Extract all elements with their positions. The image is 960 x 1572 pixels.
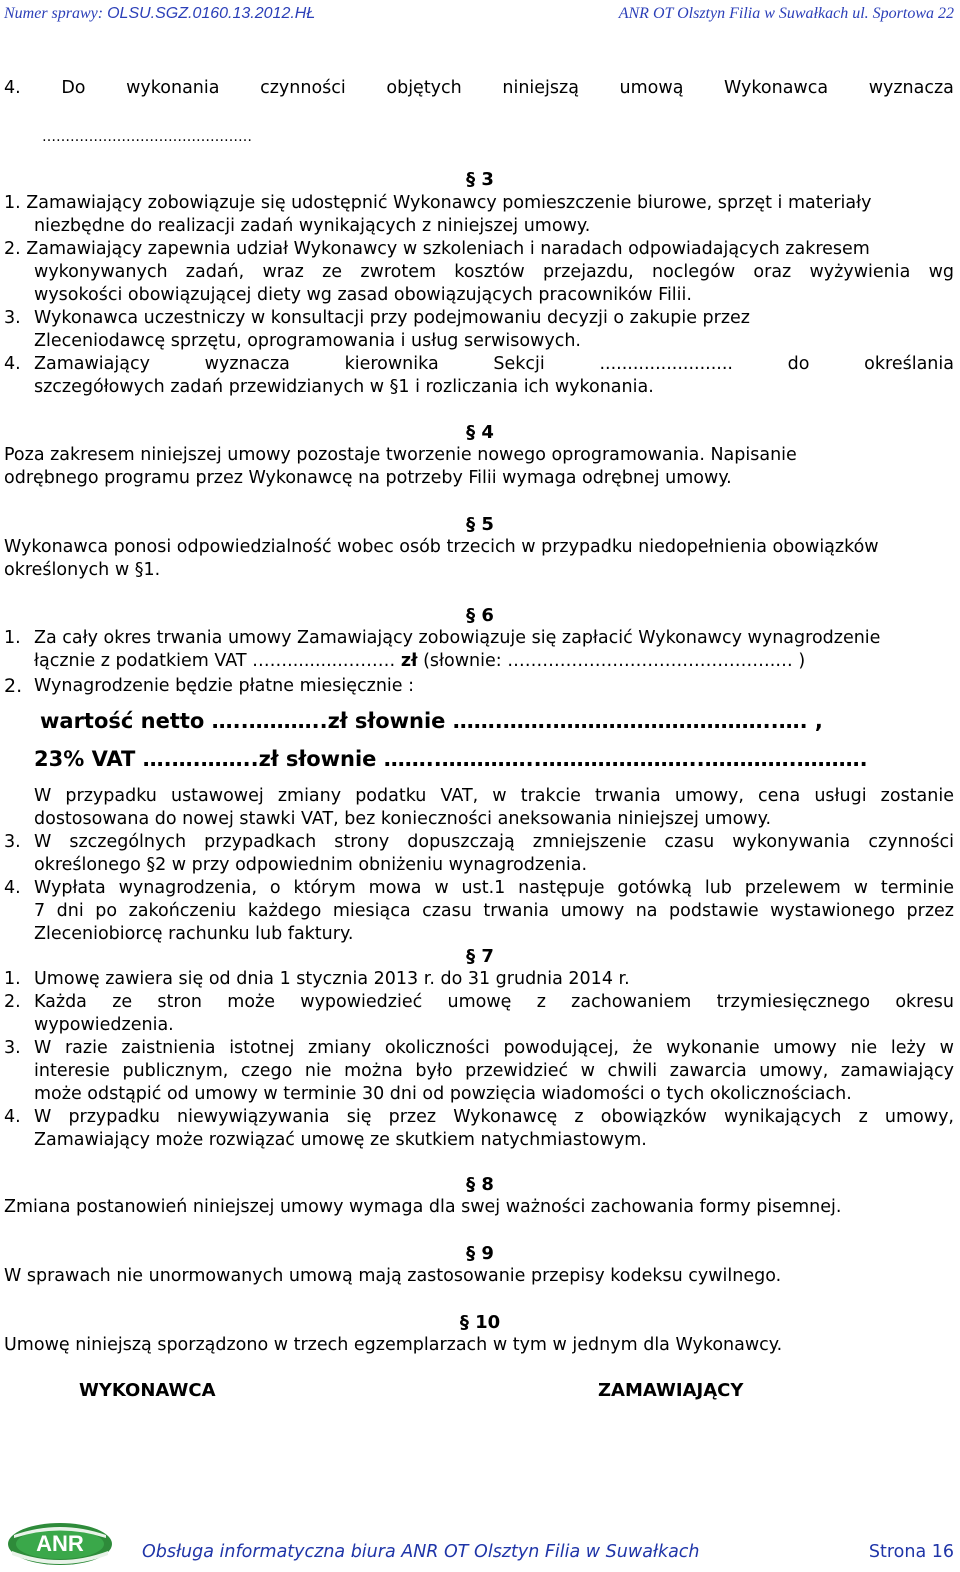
page-header — [4, 5, 954, 25]
s7-item3-line3: może odstąpić od umowy w terminie 30 dni od powzięcia wiadomości o tych okolicznościach. — [34, 1084, 852, 1104]
s7-item2-word: zachowaniem — [571, 992, 692, 1012]
page-footer — [142, 1542, 954, 1564]
paragraph-4-top — [4, 77, 954, 100]
s3-item2-line2: wykonywanych zadań, wraz ze zwrotem kosztów przejazdu, noclegów oraz wyżywienia wg — [34, 262, 954, 282]
paragraph-4-word: Do — [61, 78, 86, 98]
s6-item1-line2 — [34, 650, 954, 673]
page-number: Strona 16 — [868, 1542, 954, 1562]
s6-item1-line1: Za cały okres trwania umowy Zamawiający zobowiązuje się zapłacić Wykonawcy wynagrodzenie — [34, 628, 881, 648]
s7-item3-line2: interesie publicznym, czego nie można było przewidzieć w chwili zawarcia umowy, zamawiający — [34, 1061, 954, 1081]
s7-item2-num: 2. — [4, 992, 21, 1012]
paragraph-4-num: 4. — [4, 78, 21, 98]
s9-line1: W sprawach nie unormowanych umową mają zastosowanie przepisy kodeksu cywilnego. — [4, 1266, 782, 1286]
s7-item1-line1: Umowę zawiera się od dnia 1 stycznia 2013 r. do 31 grudnia 2014 r. — [34, 969, 630, 989]
signature-contractor: WYKONAWCA — [79, 1380, 216, 1401]
assignee-dots: ……………………………………… — [42, 129, 252, 145]
s6-item2-num: 2. — [4, 675, 23, 697]
s6-item2-line1: Wynagrodzenie będzie płatne miesięcznie : — [34, 676, 414, 696]
s3-item4-num: 4. — [4, 354, 21, 374]
section-5-title: § 5 — [466, 514, 494, 535]
s3-item1-line2: niezbędne do realizacji zadań wynikających z niniejszej umowy. — [34, 216, 591, 236]
s6-item4-line3: Zleceniobiorcę rachunku lub faktury. — [34, 924, 354, 944]
s7-item3-line1: W razie zaistnienia istotnej zmiany okoliczności powodującej, że wykonanie umowy nie leży w — [34, 1038, 954, 1058]
paragraph-4-word: czynności — [260, 78, 346, 98]
s7-item2-word: może — [227, 992, 275, 1012]
s6-item4-num: 4. — [4, 878, 21, 898]
s5-line2: określonych w §1. — [4, 560, 161, 580]
s6-item4-line1: Wypłata wynagrodzenia, o którym mowa w ust.1 następuje gotówką lub przelewem w terminie — [34, 878, 954, 898]
net-value-line: wartość netto …..………..zł słownie …….…….…………………………..…. , — [40, 709, 823, 733]
section-4-title: § 4 — [466, 422, 494, 443]
vat-total-text: łącznie z podatkiem VAT ……..........……… — [34, 651, 401, 671]
s8-line1: Zmiana postanowień niniejszej umowy wymaga dla swej ważności zachowania formy pisemnej. — [4, 1197, 842, 1217]
amount-in-words: (słownie: ……………………………………….… ) — [417, 651, 806, 671]
s3-item3-line2: Zleceniodawcę sprzętu, oprogramowania i usług serwisowych. — [34, 331, 581, 351]
s4-line2: odrębnego programu przez Wykonawcę na potrzeby Filii wymaga odrębnej umowy. — [4, 468, 732, 488]
s7-item3-num: 3. — [4, 1038, 21, 1058]
s6-item3-line1: W szczególnych przypadkach strony dopuszczają zmniejszenie czasu wykonywania czynności — [34, 832, 954, 852]
case-number-value: OLSU.SGZ.0160.13.2012.HŁ — [107, 5, 316, 22]
s7-item4-line2: Zamawiający może rozwiązać umowę ze skutkiem natychmiastowym. — [34, 1130, 647, 1150]
section-8-title: § 8 — [466, 1174, 494, 1195]
vat-note-line1: W przypadku ustawowej zmiany podatku VAT, w trakcie trwania umowy, cena usługi zostanie — [34, 786, 954, 806]
s10-line1: Umowę niniejszą sporządzono w trzech egzemplarzach w tym w jednym dla Wykonawcy. — [4, 1335, 783, 1355]
s7-item2-word: trzymiesięcznego — [716, 992, 871, 1012]
s7-item2-word: umowę — [447, 992, 512, 1012]
paragraph-4-word: umową — [619, 78, 684, 98]
paragraph-4-word: niniejszą — [502, 78, 579, 98]
s4-line1: Poza zakresem niniejszej umowy pozostaje tworzenie nowego oprogramowania. Napisanie — [4, 445, 797, 465]
s6-item3-num: 3. — [4, 832, 21, 852]
paragraph-4-word: wyznacza — [868, 78, 954, 98]
s6-item1-num: 1. — [4, 628, 21, 648]
s7-item1-num: 1. — [4, 969, 21, 989]
currency-zl: zł — [400, 651, 418, 671]
s7-item2-word: stron — [157, 992, 202, 1012]
paragraph-4-word: Wykonawca — [724, 78, 829, 98]
paragraph-4-word: objętych — [386, 78, 462, 98]
s3-item4-line2: szczegółowych zadań przewidzianych w §1 i rozliczania ich wykonania. — [34, 377, 654, 397]
s7-item2-words — [34, 991, 954, 1014]
s3-item2-line1: 2. Zamawiający zapewnia udział Wykonawcy w szkoleniach i naradach odpowiadających zakresem — [4, 239, 870, 259]
vat-value-line: 23% VAT ….….……..zł słownie ……..…………..…………………..………….………. — [34, 747, 868, 771]
s7-item2-word: wypowiedzieć — [300, 992, 423, 1012]
paragraph-4-words — [4, 77, 954, 100]
section-10-title: § 10 — [459, 1312, 501, 1333]
vat-note-line2: dostosowana do nowej stawki VAT, bez konieczności aneksowania niniejszej umowy. — [34, 809, 772, 829]
section-6-title: § 6 — [466, 605, 494, 626]
office-location: ANR OT Olsztyn Filia w Suwałkach ul. Sportowa 22 — [618, 5, 954, 22]
signature-ordering-party: ZAMAWIAJĄCY — [598, 1380, 744, 1401]
section-3-title: § 3 — [466, 169, 494, 190]
s5-line1: Wykonawca ponosi odpowiedzialność wobec osób trzecich w przypadku niedopełnienia obowiązków — [4, 537, 879, 557]
s3-item3-line1: Wykonawca uczestniczy w konsultacji przy podejmowaniu decyzji o zakupie przez — [34, 308, 750, 328]
case-label: Numer sprawy: — [4, 5, 108, 22]
s7-item2-word: okresu — [895, 992, 954, 1012]
footer-text: Obsługa informatyczna biura ANR OT Olsztyn Filia w Suwałkach — [142, 1542, 700, 1562]
case-number — [4, 5, 315, 23]
s6-item3-line2: określonego §2 w przy odpowiednim obniżeniu wynagrodzenia. — [34, 855, 588, 875]
section-9-title: § 9 — [466, 1243, 494, 1264]
s3-item4-line1: Zamawiający wyznacza kierownika Sekcji ........................ do określania — [34, 354, 954, 374]
s7-item4-num: 4. — [4, 1107, 21, 1127]
s3-item2-line3: wysokości obowiązującej diety wg zasad obowiązujących pracowników Filii. — [34, 285, 692, 305]
s7-item4-line1: W przypadku niewywiązywania się przez Wykonawcę z obowiązków wynikających z umowy, — [34, 1107, 954, 1127]
s3-item1-line1: 1. Zamawiający zobowiązuje się udostępnić Wykonawcy pomieszczenie biurowe, sprzęt i materiały — [4, 193, 872, 213]
anr-logo-icon — [6, 1521, 114, 1567]
logo-text: ANR — [36, 1531, 84, 1556]
s7-item2-line2: wypowiedzenia. — [34, 1015, 174, 1035]
s3-item3-num: 3. — [4, 308, 21, 328]
paragraph-4-word: wykonania — [126, 78, 220, 98]
s7-item2-word: Każda — [34, 992, 87, 1012]
s7-item2-word: ze — [112, 992, 133, 1012]
s6-item4-line2: 7 dni po zakończeniu każdego miesiąca czasu trwania umowy na podstawie wystawionego przez — [34, 901, 954, 921]
s7-item2-line1 — [34, 991, 954, 1014]
section-7-title: § 7 — [466, 946, 494, 967]
s7-item2-word: z — [536, 992, 546, 1012]
